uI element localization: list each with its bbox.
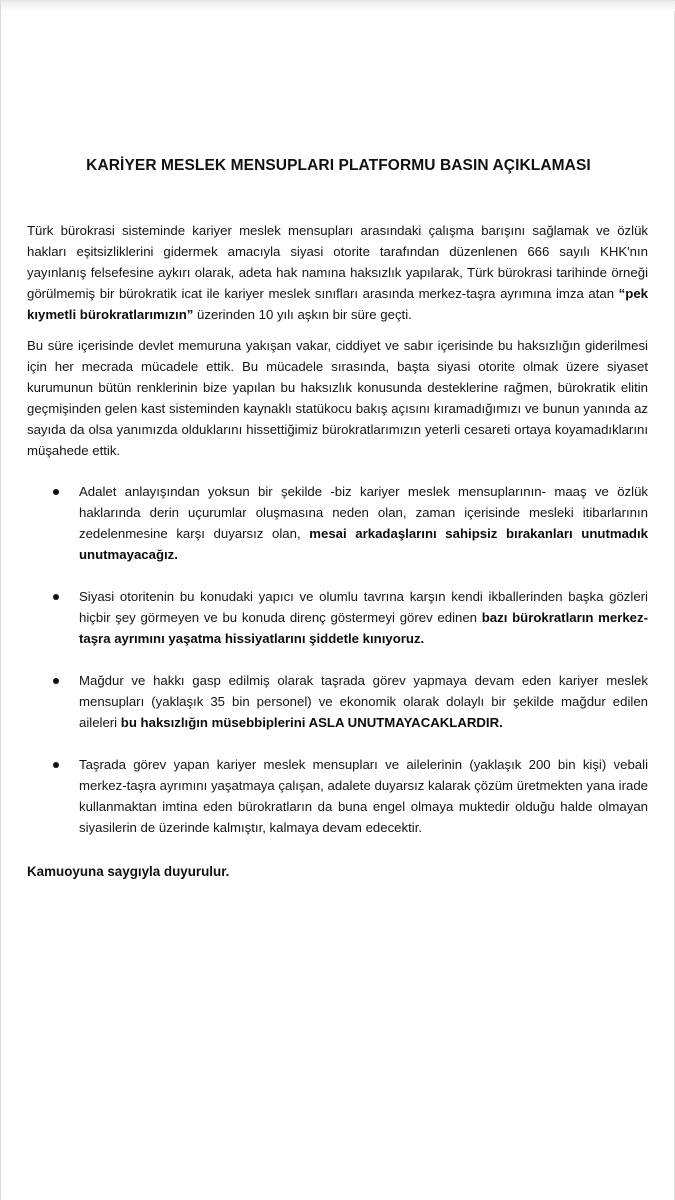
paragraph-intro-after: üzerinden 10 yılı aşkın bir süre geçti. xyxy=(193,307,412,322)
bullet-item xyxy=(27,481,648,565)
closing-statement: Kamuoyuna saygıyla duyurulur. xyxy=(27,864,230,879)
bullet-item xyxy=(27,586,648,649)
bullet-list xyxy=(27,481,648,838)
bullet-item xyxy=(27,754,648,838)
bullet-bold-text: bu haksızlığın müsebbiplerini ASLA UNUTMAYACAKLARDIR. xyxy=(120,715,503,730)
bullet-text: Siyasi otoritenin bu konudaki yapıcı ve olumlu tavrına karşın kendi ikballerinden başka gözleri hiçbir şey görmeyen ve bu konuda direnç göstermeyi görev edinen xyxy=(79,589,648,625)
bullet-dot-icon xyxy=(53,678,59,684)
bullet-dot-icon xyxy=(53,489,59,495)
document-title: KARİYER MESLEK MENSUPLARI PLATFORMU BASIN AÇIKLAMASI xyxy=(86,157,591,174)
paragraph-intro xyxy=(27,220,648,325)
bullet-text: Mağdur ve hakkı gasp edilmiş olarak taşrada görev yapmaya devam eden kariyer meslek mensupları (yaklaşık 35 bin personel) ve ekonomik olarak dolaylı bir şekilde mağdur edilen aileleri xyxy=(79,673,648,730)
bullet-bold-text: mesai arkadaşlarını sahipsiz bırakanları unutmadık unutmayacağız. xyxy=(79,526,648,562)
paragraph-intro-bold: “pek kıymetli bürokratlarımızın” xyxy=(27,286,648,322)
paragraph-intro-text: Türk bürokrasi sisteminde kariyer meslek mensupları arasındaki çalışma barışını sağlamak ve özlük hakları eşitsizliklerini gidermek amacıyla siyasi otorite tarafından düzenlenen 666 sayılı KHK'nın yayınlanış felsefesine aykırı olarak, adeta hak namına haksızlık yapılarak, Türk bürokrasi tarihinde örneği görülmemiş bir bürokratik icat ile kariyer meslek sınıfları arasında merkez-taşra ayrımına imza atan xyxy=(27,223,648,301)
bullet-bold-text: bazı bürokratların merkez-taşra ayrımını yaşatma hissiyatlarını şiddetle kınıyoruz. xyxy=(79,610,648,646)
document-body xyxy=(27,220,648,859)
paragraph-struggle: Bu süre içerisinde devlet memuruna yakışan vakar, ciddiyet ve sabır içerisinde bu haksızlığın giderilmesi için her mecrada mücadele ettik. Bu mücadele sırasında, başta siyasi otorite olmak üzere siyaset kurumunun bütün renklerinin bize yapılan bu haksızlık konusunda desteklerine rağmen, bürokratik elitin geçmişinden gelen kast sisteminden kaynaklı statükocu bakış açısını kıramadığımızı ve bunun yanında az sayıda da olsa yanımızda olduklarını hissettiğimiz bürokratlarımızın yeterli cesareti ortaya koyamadıklarını müşahede ettik. xyxy=(27,338,648,458)
bullet-item xyxy=(27,670,648,733)
bullet-dot-icon xyxy=(53,594,59,600)
bullet-text: Adalet anlayışından yoksun bir şekilde -biz kariyer meslek mensuplarının- maaş ve özlük haklarında derin uçurumlar oluşmasına neden olan, zaman içerisinde mesleki itibarlarının zedelenmesine karşı duyarsız olan, xyxy=(79,484,648,541)
bullet-dot-icon xyxy=(53,762,59,768)
bullet-text: Taşrada görev yapan kariyer meslek mensupları ve ailelerinin (yaklaşık 200 bin kişi) vebali merkez-taşra ayrımını yaşatmaya çalışan, adalete duyarsız kalarak çözüm üretmekten yana irade kullanmaktan imtina eden bürokratların da buna engel olmaya muktedir olduğu halde olmayan siyasilerin de üzerinde kalmıştır, kalmaya devam edecektir. xyxy=(79,757,648,835)
page-top-edge xyxy=(1,1,675,11)
